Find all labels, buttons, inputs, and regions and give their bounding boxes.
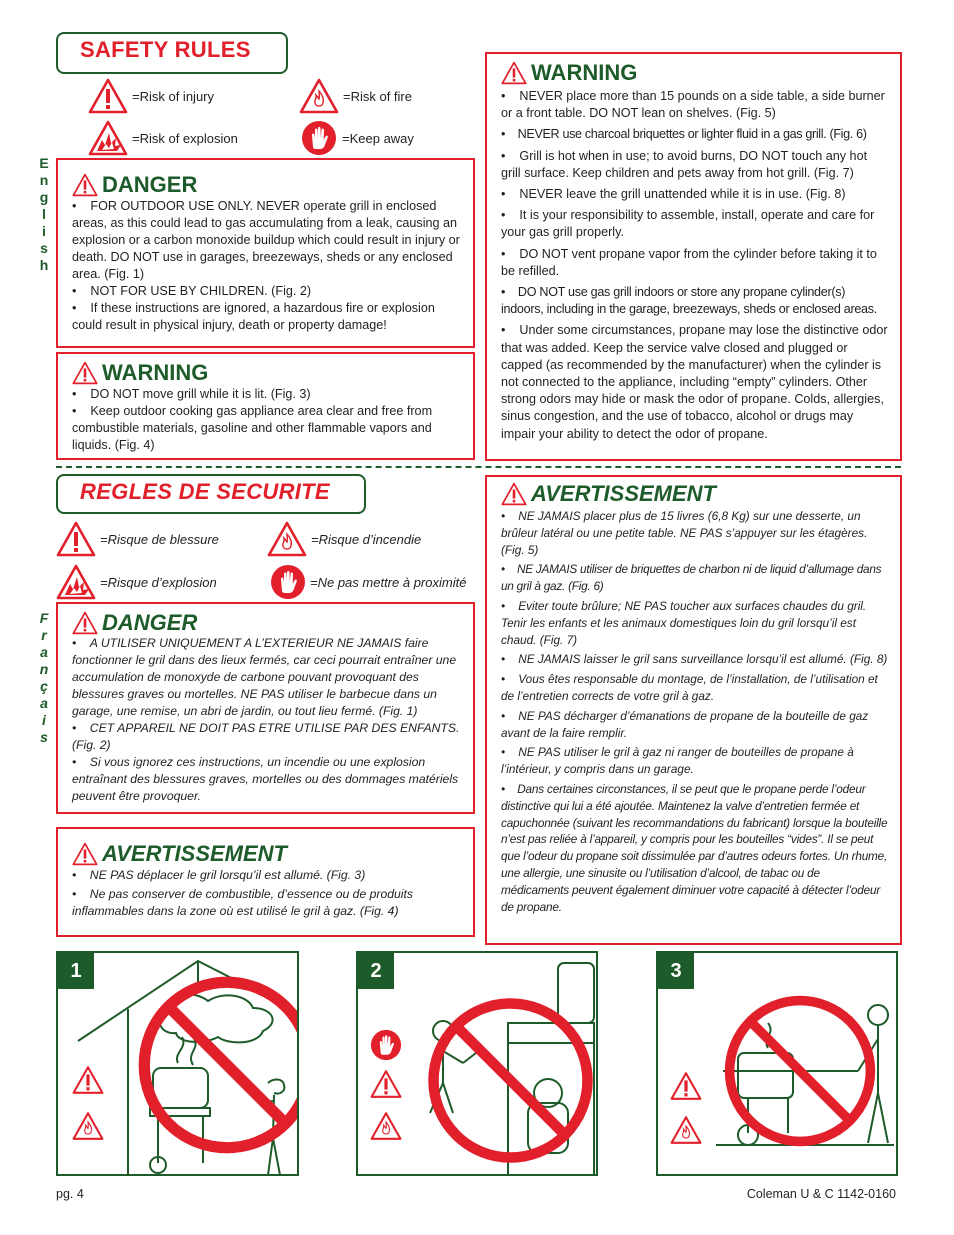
legend-risque-de-blessure — [56, 519, 219, 559]
warning-triangle-icon — [72, 842, 98, 866]
legend-risk-of-fire — [299, 76, 412, 116]
explosion-icon — [88, 120, 128, 156]
english-warning-small-box — [56, 352, 475, 460]
warning-triangle-icon — [72, 1065, 104, 1095]
danger-line: • CET APPAREIL NE DOIT PAS ETRE UTILISE PAR DES ENFANTS. (Fig. 2) — [72, 721, 460, 752]
danger-heading — [72, 172, 197, 198]
warning-heading-text: WARNING — [531, 60, 638, 85]
avertissement-line: • NE PAS utiliser le gril à gaz ni ranger de bouteilles de propane à l’intérieur, y compris dans un garage. — [501, 745, 854, 777]
legend-risque-d-incendie — [267, 519, 421, 559]
keep-away-hand-icon — [301, 120, 337, 156]
figure-number: 2 — [358, 953, 394, 989]
avertissement-heading-text: AVERTISSEMENT — [102, 841, 287, 866]
avertissement-line: • Vous êtes responsable du montage, de l’installation, de l’utilisation et de l’entretien corrects de votre gril à gaz. — [501, 672, 878, 703]
french-danger-box — [56, 602, 475, 814]
side-letter: r — [41, 627, 47, 643]
warning-text — [501, 88, 890, 447]
legend-keep-away — [301, 118, 414, 158]
french-side-label — [37, 610, 51, 746]
safety-rules-title-text: SAFETY RULES — [80, 37, 251, 62]
warning-line: • DO NOT vent propane vapor from the cylinder before taking it to be refilled. — [501, 246, 877, 278]
french-avertissement-small-box — [56, 827, 475, 937]
regles-de-securite-title — [56, 474, 366, 514]
warning-heading — [72, 360, 208, 386]
danger-line: • If these instructions are ignored, a hazardous fire or explosion could result in physical injury, death or property damage! — [72, 301, 435, 332]
fire-triangle-icon — [299, 78, 339, 114]
warning-triangle-icon — [72, 611, 98, 635]
warning-triangle-icon — [501, 61, 527, 85]
side-letter: s — [40, 729, 48, 745]
document-id: Coleman U & C 1142-0160 — [746, 1187, 896, 1201]
danger-heading-text: DANGER — [102, 172, 198, 197]
danger-text — [72, 635, 465, 805]
side-letter: E — [39, 155, 49, 171]
warning-triangle-icon — [56, 521, 96, 557]
warning-line: • Keep outdoor cooking gas appliance area clear and free from combustible materials, gasoline and other flammable vapors and liquids. (Fig. 4) — [72, 404, 433, 452]
warning-line: • It is your responsibility to assemble, install, operate and care for your gas grill properly. — [501, 208, 875, 240]
french-avertissement-large-box — [485, 475, 902, 945]
explosion-icon — [56, 564, 96, 600]
page-number: pg. 4 — [56, 1187, 84, 1201]
warning-triangle-icon — [72, 361, 98, 385]
warning-line: • Grill is hot when in use; to avoid burns, DO NOT touch any hot grill surface. Keep children and pets away from hot grill. (Fig. 7) — [501, 148, 868, 180]
keep-away-hand-icon — [270, 564, 306, 600]
side-letter: h — [39, 257, 49, 273]
warning-heading-text: WARNING — [102, 360, 209, 385]
keep-away-hand-icon — [370, 1029, 402, 1061]
figure-number: 3 — [658, 953, 694, 989]
regles-title-text: REGLES DE SECURITE — [80, 479, 330, 504]
danger-line: • NOT FOR USE BY CHILDREN. (Fig. 2) — [72, 284, 312, 298]
avertissement-text — [501, 508, 890, 915]
danger-line: • FOR OUTDOOR USE ONLY. NEVER operate grill in enclosed areas, as this could lead to gas accumulating from a leak, causing an explosion or a carbon monoxide buildup which could result in injury or death. DO NOT use in garages, breezeways, sheds or any enclosed area. (Fig. 1) — [72, 199, 460, 281]
legend-label: =Risque de blessure — [100, 531, 219, 547]
legend-label: =Risque d’incendie — [311, 531, 422, 547]
fire-triangle-icon — [670, 1115, 702, 1145]
danger-text — [72, 198, 465, 334]
avertissement-line: • NE PAS décharger d’émanations de propane de la bouteille de gaz avant de la faire remplir. — [501, 708, 869, 740]
avertissement-line: • NE JAMAIS placer plus de 15 livres (6,8 Kg) sur une desserte, un brûleur latéral ou une petite table. NE PAS s’appuyer sur les étagères. (Fig. 5) — [501, 509, 868, 557]
legend-label: =Keep away — [342, 130, 414, 146]
legend-risk-of-injury — [88, 76, 214, 116]
legend-ne-pas-mettre-a-proximite — [270, 562, 466, 602]
danger-heading-text: DANGER — [102, 610, 198, 635]
english-warning-large-box — [485, 52, 902, 461]
section-divider — [56, 466, 901, 468]
side-letter: g — [39, 189, 49, 205]
avertissement-text — [72, 867, 465, 920]
danger-line: • Si vous ignorez ces instructions, un incendie ou une explosion entraînant des blessures graves, mortelles ou des dommages matériels peuvent être provoquer. — [72, 755, 459, 803]
avertissement-heading — [72, 841, 287, 867]
legend-label: =Risque d’explosion — [100, 574, 217, 590]
avertissement-line: • NE JAMAIS utiliser de briquettes de charbon ni de liquid d’allumage dans un gril à gaz. (Fig. 6) — [501, 562, 882, 594]
avertissement-heading-text: AVERTISSEMENT — [531, 481, 716, 506]
fire-triangle-icon — [267, 521, 307, 557]
warning-triangle-icon — [88, 78, 128, 114]
warning-triangle-icon — [501, 482, 527, 506]
warning-line: • DO NOT use gas grill indoors or store any propane cylinder(s) indoors, including in the garage, breezeways, sheds or enclosed areas. — [501, 285, 877, 317]
avertissement-heading — [501, 481, 716, 507]
side-letter: F — [39, 610, 49, 626]
side-letter: ç — [40, 678, 48, 694]
figure-1 — [56, 951, 299, 1176]
avertissement-line: • Ne pas conserver de combustible, d’essence ou de produits inflammables dans la zone où est utilisé le gril à gaz. (Fig. 4) — [72, 887, 413, 918]
fire-triangle-icon — [370, 1111, 402, 1141]
warning-line: • DO NOT move grill while it is lit. (Fig. 3) — [72, 387, 311, 401]
warning-line: • NEVER leave the grill unattended while it is in use. (Fig. 8) — [501, 187, 846, 202]
side-letter: a — [40, 644, 48, 660]
warning-triangle-icon — [72, 173, 98, 197]
avertissement-line: • NE JAMAIS laisser le gril sans surveillance lorsqu’il est allumé. (Fig. 8) — [501, 652, 888, 667]
warning-line: • Under some circumstances, propane may lose the distinctive odor that was added. Keep the service valve closed and plugged or capped (as recommended by the manufacturer) when the cylinder is not connected to the appliance, including “empty” cylinders. Other strong odors may hide or mask the odor of propane. Colds, allergies, sinus congestion, and the use of tobacco, alcohol or drugs may impair your ability to detect the odor of propane. — [501, 323, 888, 441]
safety-rules-title — [56, 32, 288, 74]
figure-3 — [656, 951, 898, 1176]
avertissement-line: • Dans certaines circonstances, il se peut que le propane perde l’odeur distinctive qui lui a été ajoutée. Maintenez la valve d’entretien fermée et capuchonnée (suivant les recommandations du fabricant) lorsque la bouteille n’est pas reliée à l’appareil, y compris pour les bouteilles “vides”. Il se peut que l’odeur du propane soit dissimulée par d’autres odeurs fortes. Un rhume, une allergie, une sinusite ou l’utilisation d’alcool, de tabac ou de médicaments peuvent également diminuer votre capacité à détecter l’odeur de propane. — [501, 781, 888, 914]
no-symbol-icon — [133, 971, 299, 1159]
side-letter: n — [39, 661, 49, 677]
warning-heading — [501, 60, 637, 86]
side-letter: l — [42, 206, 46, 222]
warning-line: • NEVER place more than 15 pounds on a side table, a side burner or a front table. DO NOT lean on shelves. (Fig. 5) — [501, 89, 885, 121]
legend-risque-d-explosion — [56, 562, 217, 602]
side-letter: i — [42, 223, 46, 239]
side-letter: a — [40, 695, 48, 711]
danger-line: • A UTILISER UNIQUEMENT A L’EXTERIEUR NE JAMAIS faire fonctionner le gril dans des lieux fermés, car ceci pourrait entraîner une accumulation de monoxyde de carbone pouvant provoquant des blessures graves ou mortelles. NE PAS utiliser le barbecue dans un garage, une remise, un abri de jardin, ou tout lieu fermé. (Fig. 1) — [72, 636, 457, 718]
side-letter: i — [42, 712, 46, 728]
legend-label: =Risk of injury — [132, 88, 214, 104]
side-letter: s — [40, 240, 48, 256]
figure-number: 1 — [58, 953, 94, 989]
side-letter: n — [39, 172, 49, 188]
figure-2 — [356, 951, 598, 1176]
warning-line: • NEVER use charcoal briquettes or lighter fluid in a gas grill. (Fig. 6) — [501, 127, 867, 142]
fire-triangle-icon — [72, 1111, 104, 1141]
danger-heading — [72, 610, 197, 636]
english-side-label — [37, 155, 51, 274]
legend-risk-of-explosion — [88, 118, 238, 158]
warning-triangle-icon — [670, 1071, 702, 1101]
avertissement-line: • Eviter toute brûlure; NE PAS toucher aux surfaces chaudes du gril. Tenir les enfants et les animaux domestiques loin du gril lorsqu’il est chaud. (Fig. 7) — [501, 598, 867, 647]
avertissement-line: • NE PAS déplacer le gril lorsqu’il est allumé. (Fig. 3) — [72, 868, 366, 882]
english-danger-box — [56, 158, 475, 348]
warning-triangle-icon — [370, 1069, 402, 1099]
no-symbol-icon — [720, 991, 880, 1151]
no-symbol-icon — [423, 993, 598, 1168]
legend-label: =Ne pas mettre à proximité — [310, 574, 467, 590]
legend-label: =Risk of explosion — [132, 130, 238, 146]
legend-label: =Risk of fire — [343, 88, 412, 104]
warning-text — [72, 386, 465, 454]
